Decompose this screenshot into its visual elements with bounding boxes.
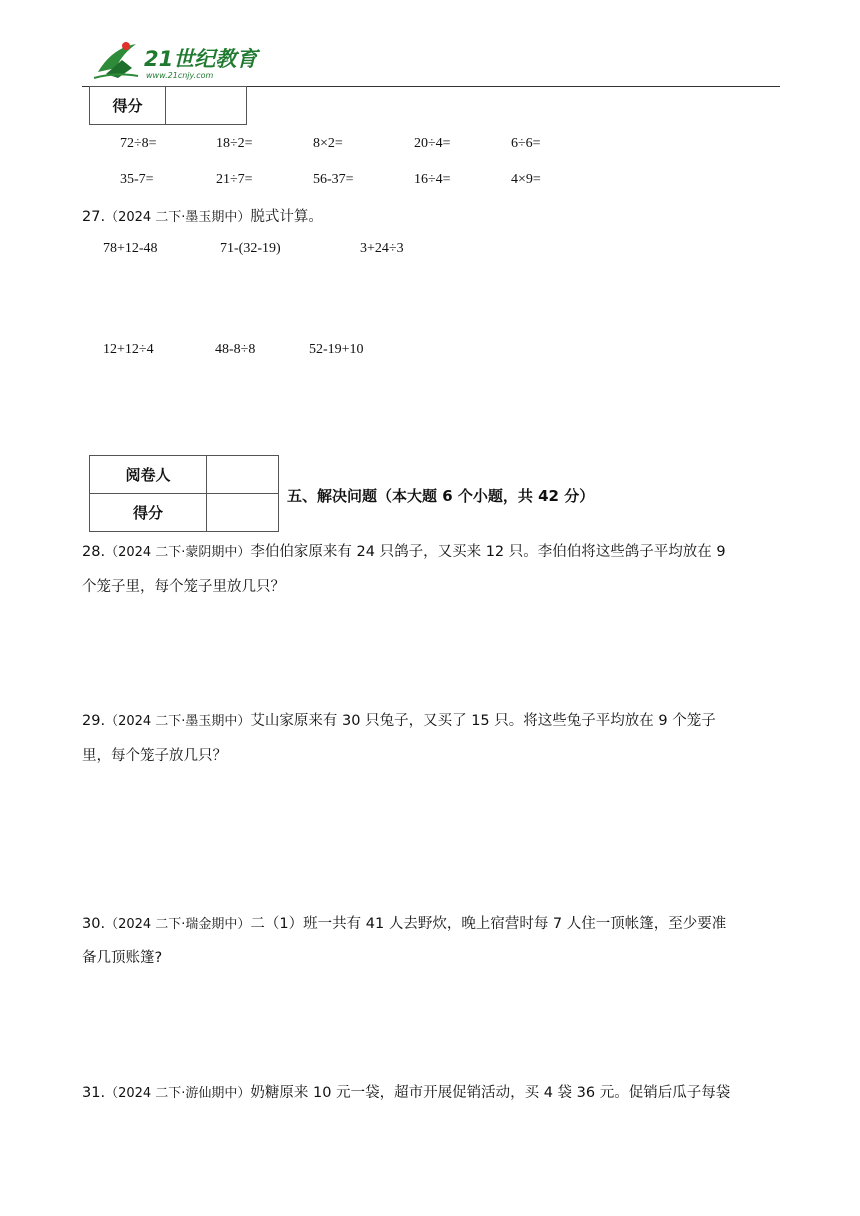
score-label: 得分 (90, 87, 166, 125)
reviewer-score-table (89, 455, 279, 532)
calc-item: 6÷6= (511, 136, 541, 151)
calc-item: 72÷8= (120, 136, 157, 151)
question-number: 31. (82, 1085, 106, 1101)
calc-item: 35-7= (120, 172, 154, 187)
question-text-cont: 个笼子里，每个笼子里放几只？ (82, 579, 285, 595)
calc-item: 16÷4= (414, 172, 451, 187)
runner-icon (94, 42, 138, 78)
score-label: 得分 (90, 494, 207, 532)
expression: 48-8÷8 (215, 342, 256, 357)
reviewer-label: 阅卷人 (90, 456, 207, 494)
score-cell[interactable] (207, 494, 279, 532)
section-title: 五、解决问题（本大题 6 个小题，共 42 分） (287, 487, 595, 505)
score-cell[interactable] (166, 87, 247, 125)
question-source: （2024 二下·游仙期中） (105, 1086, 251, 1101)
calc-item: 8×2= (313, 136, 343, 151)
question-text: 奶糖原来 10 元一袋，超市开展促销活动，买 4 袋 36 元。促销后瓜子每袋 (250, 1085, 731, 1101)
question-text-cont: 备几顶账篷? (82, 950, 163, 966)
question-number: 29. (82, 713, 106, 729)
expression: 71-(32-19) (220, 241, 281, 256)
question-text-cont: 里，每个笼子放几只？ (82, 748, 227, 764)
calc-item: 20÷4= (414, 136, 451, 151)
expression: 78+12-48 (103, 241, 158, 256)
question-text: 艾山家原来有 30 只兔子，又买了 15 只。将这些兔子平均放在 9 个笼子 (250, 713, 716, 729)
question-number: 30. (82, 916, 106, 932)
score-table (89, 86, 247, 125)
question-28 (82, 540, 726, 561)
question-source: （2024 二下·蒙阴期中） (105, 545, 251, 560)
question-text: 二（1）班一共有 41 人去野炊，晚上宿营时每 7 人住一顶帐篷，至少要准 (250, 916, 727, 932)
question-30 (82, 912, 726, 933)
question-29 (82, 709, 716, 730)
question-text: 脱式计算。 (250, 209, 323, 225)
calc-item: 56-37= (313, 172, 354, 187)
expression: 52-19+10 (309, 342, 364, 357)
logo-text: 21世纪教育 (144, 47, 258, 71)
question-text: 李伯伯家原来有 24 只鸽子，又买来 12 只。李伯伯将这些鸽子平均放在 9 (250, 544, 726, 560)
question-27 (82, 205, 323, 226)
question-source: （2024 二下·瑞金期中） (105, 917, 251, 932)
question-number: 28. (82, 544, 106, 560)
calc-item: 18÷2= (216, 136, 253, 151)
question-source: （2024 二下·墨玉期中） (105, 714, 251, 729)
calc-item: 4×9= (511, 172, 541, 187)
question-source: （2024 二下·墨玉期中） (105, 210, 251, 225)
logo (92, 38, 262, 82)
expression: 12+12÷4 (103, 342, 154, 357)
question-31 (82, 1081, 730, 1102)
calc-item: 21÷7= (216, 172, 253, 187)
reviewer-cell[interactable] (207, 456, 279, 494)
question-number: 27. (82, 209, 106, 225)
logo-url: www.21cnjy.com (146, 71, 214, 80)
expression: 3+24÷3 (360, 241, 404, 256)
